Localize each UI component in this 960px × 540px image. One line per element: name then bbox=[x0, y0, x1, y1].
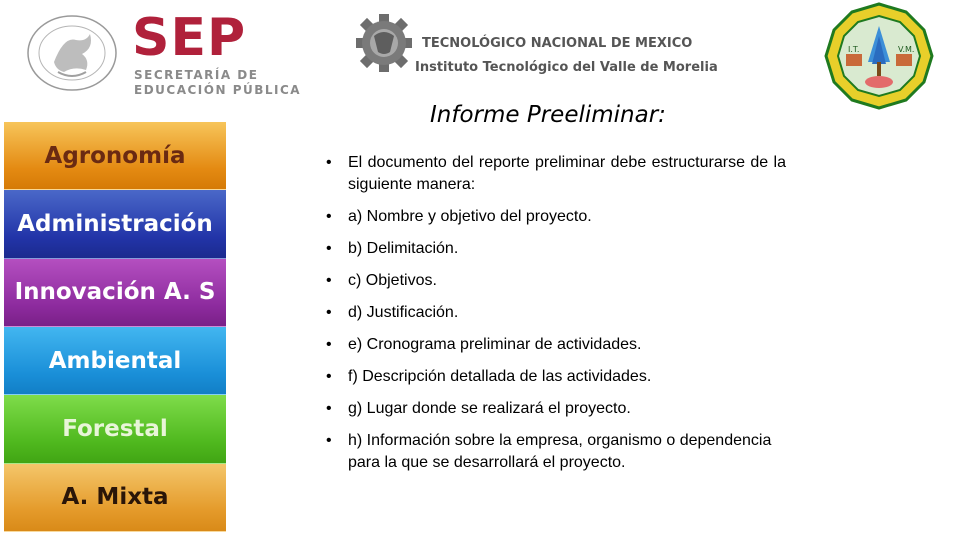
slide-title: Informe Preeliminar: bbox=[430, 102, 666, 128]
sidebar-item-mixta[interactable]: A. Mixta bbox=[4, 464, 226, 532]
sidebar-item-agronomia[interactable]: Agronomía bbox=[4, 122, 226, 190]
itvm-emblem-logo bbox=[820, 2, 938, 110]
itvm-logo-text-left: I.T. bbox=[848, 45, 860, 54]
list-item: • g) Lugar donde se realizará el proyecto. bbox=[326, 398, 786, 420]
sidebar-item-administracion[interactable]: Administración bbox=[4, 190, 226, 258]
list-item: • a) Nombre y objetivo del proyecto. bbox=[326, 206, 786, 228]
institute-name: Instituto Tecnológico del Valle de Morelia bbox=[415, 60, 718, 75]
tecnm-name: TECNOLÓGICO NACIONAL DE MEXICO bbox=[422, 36, 693, 51]
list-intro: • El documento del reporte preliminar debe estructurarse de la siguiente manera: bbox=[326, 152, 786, 196]
tecnm-gear-logo bbox=[354, 12, 414, 74]
sep-subtitle-line1: SECRETARÍA DE bbox=[134, 68, 259, 82]
list-item: • h) Información sobre la empresa, organismo o dependencia para la que se desarrollará el proyecto. bbox=[326, 430, 786, 474]
sep-subtitle-line2: EDUCACIÓN PÚBLICA bbox=[134, 83, 302, 97]
sep-logo-subtitle bbox=[134, 68, 301, 98]
sep-logo-wordmark: SEP bbox=[132, 8, 247, 68]
list-item: • b) Delimitación. bbox=[326, 238, 786, 260]
list-item: • d) Justificación. bbox=[326, 302, 786, 324]
list-item: • e) Cronograma preliminar de actividades. bbox=[326, 334, 786, 356]
sidebar-item-ambiental[interactable]: Ambiental bbox=[4, 327, 226, 395]
sidebar-item-innovacion[interactable]: Innovación A. S bbox=[4, 259, 226, 327]
list-item: • f) Descripción detallada de las actividades. bbox=[326, 366, 786, 388]
mexico-coat-of-arms-logo bbox=[24, 14, 120, 92]
careers-sidebar bbox=[4, 122, 226, 532]
sidebar-item-forestal[interactable]: Forestal bbox=[4, 395, 226, 463]
itvm-logo-text-right: V.M. bbox=[898, 45, 915, 54]
requirements-list bbox=[326, 152, 786, 484]
list-item: • c) Objetivos. bbox=[326, 270, 786, 292]
